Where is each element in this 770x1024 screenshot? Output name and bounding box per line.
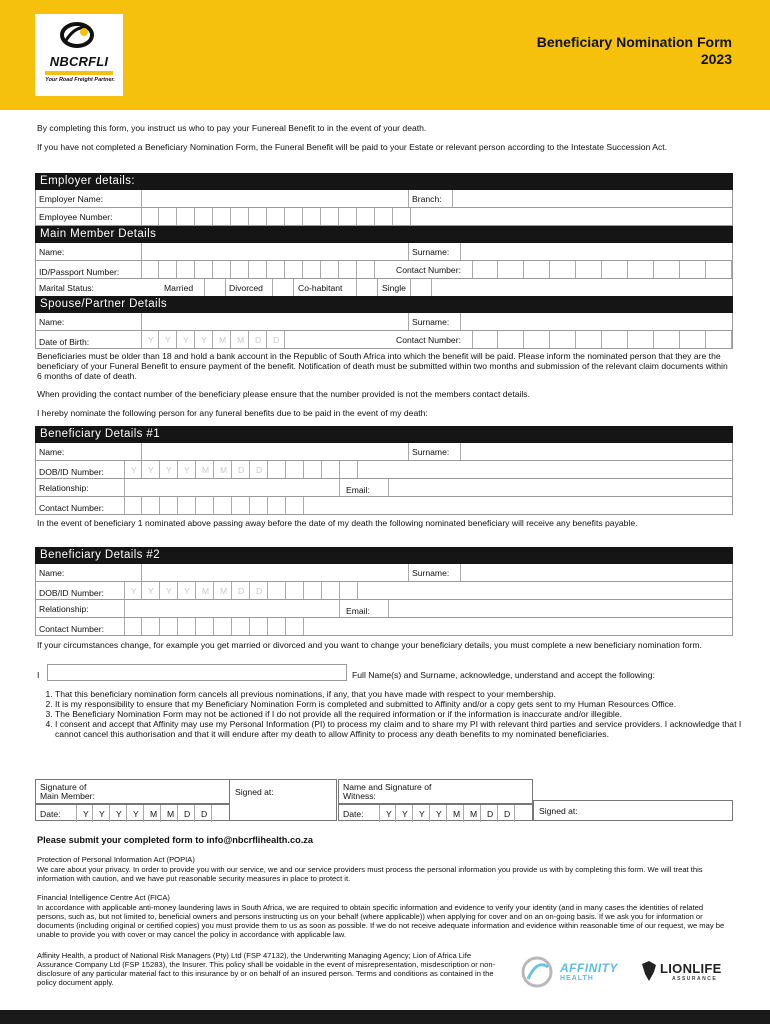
popia-title: Protection of Personal Information Act (POPIA) [37, 855, 195, 864]
b1-contact-label: Contact Number: [39, 503, 104, 513]
input-box[interactable] [161, 805, 178, 822]
employee-number-row [35, 208, 733, 226]
witness-signed-at-box[interactable] [533, 800, 733, 821]
b1-name-row [35, 443, 733, 461]
member-id-row [35, 261, 733, 279]
popia-body: We care about your privacy. In order to provide you with our service, we and our service providers must process the personal information you provide us with by completing this form. We will treat this information with caution, and we have put reasonable security measures in place to protect it. [37, 865, 703, 883]
header-banner [0, 0, 770, 110]
employer-heading: Employer details: [35, 173, 733, 190]
input-box[interactable] [178, 618, 196, 635]
input-box[interactable] [340, 582, 358, 599]
input-box[interactable] [286, 582, 304, 599]
input-box[interactable] [159, 208, 177, 225]
marital-option-married[interactable]: Married [164, 283, 194, 293]
beneficiary-2-heading: Beneficiary Details #2 [35, 547, 733, 564]
b1-contact-row [35, 497, 733, 515]
input-box[interactable] [178, 461, 196, 478]
input-box[interactable] [304, 461, 322, 478]
input-box[interactable] [472, 261, 498, 278]
box-placeholder: Y [436, 809, 442, 819]
input-box[interactable] [268, 497, 286, 514]
contact-number-note: When providing the contact number of the beneficiary please ensure that the number provided is not the members contact details. [37, 389, 530, 399]
box-placeholder: M [220, 586, 228, 596]
intro-paragraph-2: If you have not completed a Beneficiary Nomination Form, the Funeral Benefit will be paid to your Estate or relevant person according to the Intestate Succession Act. [37, 142, 668, 152]
input-box[interactable] [464, 805, 481, 822]
member-name-label: Name: [39, 247, 65, 257]
box-placeholder: Y [183, 335, 189, 345]
input-box[interactable] [195, 208, 213, 225]
input-box[interactable] [124, 582, 142, 599]
input-box[interactable] [195, 805, 212, 822]
spouse-surname-label: Surname: [412, 317, 450, 327]
marital-status-label: Marital Status: [39, 283, 94, 293]
box-placeholder: Y [165, 335, 171, 345]
form-title-year: 2023 [700, 51, 732, 67]
input-box[interactable] [375, 208, 393, 225]
input-box[interactable] [481, 805, 498, 822]
input-box[interactable] [413, 805, 430, 822]
box-placeholder: Y [148, 465, 154, 475]
spouse-section [35, 296, 733, 349]
acknowledge-statement: Full Name(s) and Surname, acknowledge, understand and accept the following: [352, 670, 655, 680]
member-contact-boxes[interactable] [36, 261, 732, 278]
box-placeholder: Y [419, 809, 425, 819]
member-date-row [35, 804, 230, 821]
box-placeholder: M [202, 465, 210, 475]
input-box[interactable] [250, 582, 268, 599]
fica-title: Financial Intelligence Centre Act (FICA) [37, 893, 170, 902]
main-member-heading: Main Member Details [35, 226, 733, 243]
input-box[interactable] [232, 582, 250, 599]
input-box[interactable] [340, 461, 358, 478]
nomination-statement: I hereby nominate the following person for any funeral benefits due to be paid in the event of my death: [37, 408, 428, 418]
lion-icon [640, 960, 658, 982]
branch-input[interactable] [452, 190, 732, 207]
input-box[interactable] [196, 497, 214, 514]
input-box[interactable] [196, 618, 214, 635]
box-placeholder: Y [201, 335, 207, 345]
spouse-name-label: Name: [39, 317, 65, 327]
input-box[interactable] [576, 261, 602, 278]
witness-signed-at-label: Signed at: [539, 806, 578, 816]
input-box[interactable] [285, 208, 303, 225]
box-placeholder: M [150, 809, 158, 819]
box-placeholder: M [167, 809, 175, 819]
box-placeholder: M [202, 586, 210, 596]
b1-email-input[interactable] [388, 479, 732, 496]
input-box[interactable] [142, 497, 160, 514]
b2-name-input[interactable] [141, 564, 409, 581]
input-box[interactable] [602, 261, 628, 278]
input-box[interactable] [268, 461, 286, 478]
box-placeholder: D [256, 586, 263, 596]
b1-relationship-row [35, 479, 733, 497]
input-box[interactable] [110, 805, 127, 822]
witness-signature-box[interactable] [338, 779, 533, 804]
marital-checkbox-cohabitant[interactable] [356, 279, 378, 296]
input-box[interactable] [124, 618, 142, 635]
b2-contact-boxes[interactable] [36, 618, 732, 635]
box-placeholder: M [237, 335, 245, 345]
input-box[interactable] [144, 805, 161, 822]
input-box[interactable] [393, 208, 411, 225]
box-placeholder: D [273, 335, 280, 345]
b1-surname-label: Surname: [412, 447, 450, 457]
input-box[interactable] [178, 582, 196, 599]
box-placeholder: M [220, 465, 228, 475]
member-date-boxes[interactable] [36, 805, 229, 822]
input-box[interactable] [550, 261, 576, 278]
bottom-bar [0, 1010, 770, 1024]
input-box[interactable] [322, 582, 340, 599]
input-box[interactable] [654, 261, 680, 278]
employer-name-label: Employer Name: [39, 194, 103, 204]
box-placeholder: Y [131, 586, 137, 596]
b2-relationship-row [35, 600, 733, 618]
member-surname-label: Surname: [412, 247, 450, 257]
input-box[interactable] [628, 331, 654, 348]
input-box[interactable] [76, 805, 93, 822]
affinity-health-logo [520, 955, 630, 989]
condition-item: 2. It is my responsibility to ensure that my Beneficiary Nomination Form is completed and submitted to Affinity and/or a copy gets sent to my Human Resources Office. [55, 699, 751, 709]
input-box[interactable] [680, 261, 706, 278]
affinity-swirl-icon [520, 955, 554, 989]
logo-stripe [45, 71, 113, 75]
input-box[interactable] [447, 805, 464, 822]
affinity-text: AFFINITY [560, 961, 618, 975]
b1-dob-label: DOB/ID Number: [39, 467, 104, 477]
box-placeholder: M [453, 809, 461, 819]
conditions-list [37, 689, 751, 739]
b2-relationship-label: Relationship: [39, 604, 89, 614]
witness-date-label: Date: [343, 809, 364, 819]
marital-checkbox-married[interactable] [204, 279, 226, 296]
b2-email-label: Email: [346, 606, 370, 616]
input-box[interactable] [232, 618, 250, 635]
form-title [537, 34, 732, 68]
beneficiary-1-heading: Beneficiary Details #1 [35, 426, 733, 443]
input-box[interactable] [214, 582, 232, 599]
box-placeholder: Y [402, 809, 408, 819]
box-placeholder: D [238, 465, 245, 475]
input-box[interactable] [160, 497, 178, 514]
member-name-input[interactable] [141, 243, 409, 260]
condition-item: 1. That this beneficiary nomination form cancels all previous nominations, if any, that you have made with respect to your membership. [55, 689, 751, 699]
condition-item: 3. The Beneficiary Nomination Form may not be actioned if I do not provide all the required information or if the information is inaccurate and/or illegible. [55, 709, 751, 719]
input-box[interactable] [142, 461, 160, 478]
spouse-contact-boxes[interactable] [36, 331, 732, 348]
member-date-label: Date: [40, 809, 61, 819]
branch-label: Branch: [412, 194, 442, 204]
input-box[interactable] [379, 805, 396, 822]
input-box[interactable] [498, 261, 524, 278]
box-placeholder: D [256, 465, 263, 475]
input-box[interactable] [339, 208, 357, 225]
input-box[interactable] [654, 331, 680, 348]
b2-surname-label: Surname: [412, 568, 450, 578]
input-box[interactable] [141, 208, 159, 225]
input-box[interactable] [267, 208, 285, 225]
beneficiary-2-section [35, 547, 733, 636]
input-box[interactable] [250, 461, 268, 478]
input-box[interactable] [706, 261, 732, 278]
input-box[interactable] [303, 208, 321, 225]
input-box[interactable] [268, 618, 286, 635]
marital-option-divorced[interactable]: Divorced [229, 283, 263, 293]
input-box[interactable] [124, 497, 142, 514]
intro-paragraph-1: By completing this form, you instruct us who to pay your Funereal Benefit to in the event of your death. [37, 123, 427, 133]
b2-dob-label: DOB/ID Number: [39, 588, 104, 598]
box-placeholder: Y [148, 586, 154, 596]
spouse-contact-label: Contact Number: [396, 335, 461, 345]
input-box[interactable] [396, 805, 413, 822]
b2-name-row [35, 564, 733, 582]
member-signature-box[interactable] [35, 779, 230, 804]
input-box[interactable] [196, 461, 214, 478]
member-id-label: ID/Passport Number: [39, 267, 120, 277]
box-placeholder: D [238, 586, 245, 596]
b2-relationship-input[interactable] [124, 600, 340, 617]
input-box[interactable] [213, 208, 231, 225]
legal-disclaimer: Affinity Health, a product of National Risk Managers (Pty) Ltd (FSP 47132), the Underwriting Managing Agency; Lion of Africa Life Assurance Company Ltd (FSP 15283), the Insurer. This policy shall be voidable in the event of misrepresentation, misdescription or non-disclosure of any particular material fact to this insurance by or on behalf of an insured person. Terms and conditions as contained in the policy document apply. [37, 951, 496, 987]
input-box[interactable] [178, 497, 196, 514]
b2-contact-row [35, 618, 733, 636]
box-placeholder: D [504, 809, 511, 819]
input-box[interactable] [232, 497, 250, 514]
lionlife-text: LIONLIFE [660, 961, 722, 976]
input-box[interactable] [178, 805, 195, 822]
employee-number-boxes[interactable] [36, 208, 732, 225]
input-box[interactable] [430, 805, 447, 822]
marital-option-single[interactable]: Single [382, 283, 406, 293]
employer-section [35, 173, 733, 226]
box-placeholder: Y [116, 809, 122, 819]
box-placeholder: Y [166, 586, 172, 596]
input-box[interactable] [628, 261, 654, 278]
box-placeholder: Y [99, 809, 105, 819]
submit-instruction: Please submit your completed form to info@nbcrflihealth.co.za [37, 835, 313, 845]
succession-note: In the event of beneficiary 1 nominated above passing away before the date of my death the following nominated beneficiary will receive any benefits payable. [37, 518, 638, 528]
full-name-input[interactable] [47, 664, 347, 681]
input-box[interactable] [268, 582, 286, 599]
b1-relationship-label: Relationship: [39, 483, 89, 493]
spouse-dob-label: Date of Birth: [39, 337, 90, 347]
box-placeholder: Y [131, 465, 137, 475]
input-box[interactable] [286, 497, 304, 514]
logo-tagline: Your Road Freight Partner. [45, 77, 115, 83]
affinity-health-text: HEALTH [560, 975, 594, 982]
input-box[interactable] [160, 618, 178, 635]
input-box[interactable] [177, 208, 195, 225]
input-box[interactable] [231, 208, 249, 225]
input-box[interactable] [357, 208, 375, 225]
input-box[interactable] [304, 582, 322, 599]
input-box[interactable] [249, 208, 267, 225]
employer-name-input[interactable] [141, 190, 409, 207]
b2-name-label: Name: [39, 568, 65, 578]
spouse-heading: Spouse/Partner Details [35, 296, 733, 313]
form-title-line1: Beneficiary Nomination Form [536, 34, 732, 50]
b2-surname-input[interactable] [460, 564, 732, 581]
member-signed-at-box[interactable] [229, 779, 337, 821]
fica-body: In accordance with applicable anti-money laundering laws in South Africa, we are required to obtain specific information and evidence to verify your identity (and in many cases the identities of related persons, such as, but not limited to, beneficial owners and persons instructing us on your behalf (where applicable)) when applying for cover and on an on-going basis. If we ask you for information or documents (including original or certified copies) you must provide them to us as soon as possible. If we do not receive adequate information and evidence within reasonable time of our request, we may be unable to provide you with cover or may cancel the policy in accordance with applicable law. [37, 903, 725, 939]
box-placeholder: D [184, 809, 191, 819]
marital-checkbox-divorced[interactable] [272, 279, 294, 296]
input-box[interactable] [160, 582, 178, 599]
b1-dob-row [35, 461, 733, 479]
box-placeholder: M [470, 809, 478, 819]
input-box[interactable] [524, 331, 550, 348]
b1-relationship-input[interactable] [124, 479, 340, 496]
box-placeholder: M [219, 335, 227, 345]
b2-email-input[interactable] [388, 600, 732, 617]
b1-name-label: Name: [39, 447, 65, 457]
spouse-surname-input[interactable] [460, 313, 732, 330]
marital-status-row [35, 279, 733, 297]
box-placeholder: D [201, 809, 208, 819]
b1-email-label: Email: [346, 485, 370, 495]
spouse-dob-row [35, 331, 733, 349]
member-signed-at-label: Signed at: [235, 787, 274, 797]
input-box[interactable] [214, 497, 232, 514]
nbcrfli-logo [35, 14, 123, 96]
member-contact-label: Contact Number: [396, 265, 461, 275]
member-signature-label: Signature of Main Member: [40, 782, 95, 801]
beneficiary-rules-text: Beneficiaries must be older than 18 and hold a bank account in the Republic of South Africa into which the benefit will be paid. Please inform the nominated person that they are the beneficiary of your Funeral Benefit to ensure payment of the benefit. Notification of death must be submitted within two months and submission of the relevant claim documents within 6 months of date of death. [37, 351, 728, 381]
witness-date-boxes[interactable] [339, 805, 532, 822]
input-box[interactable] [524, 261, 550, 278]
box-placeholder: D [487, 809, 494, 819]
main-member-section [35, 226, 733, 297]
witness-date-row [338, 804, 533, 821]
input-box[interactable] [142, 582, 160, 599]
input-box[interactable] [196, 582, 214, 599]
b2-dob-boxes[interactable] [36, 582, 732, 599]
witness-signature-label: Name and Signature of Witness: [343, 782, 432, 801]
lionlife-logo [640, 958, 735, 988]
input-box[interactable] [550, 331, 576, 348]
input-box[interactable] [93, 805, 110, 822]
input-box[interactable] [322, 461, 340, 478]
change-circumstances-note: If your circumstances change, for example you get married or divorced and you want to change your beneficiary details, you must complete a new beneficiary nomination form. [37, 640, 702, 650]
input-box[interactable] [250, 497, 268, 514]
box-placeholder: Y [184, 586, 190, 596]
input-box[interactable] [472, 331, 498, 348]
input-box[interactable] [142, 618, 160, 635]
marital-option-cohabitant[interactable]: Co-habitant [298, 283, 343, 293]
input-box[interactable] [602, 331, 628, 348]
lionlife-assurance-text: ASSURANCE [672, 976, 718, 982]
input-box[interactable] [286, 461, 304, 478]
input-box[interactable] [160, 461, 178, 478]
employer-name-row [35, 190, 733, 208]
input-box[interactable] [232, 461, 250, 478]
condition-item: 4. I consent and accept that Affinity may use my Personal Information (PI) to process my claim and to share my PI with relevant third parties and service providers. I acknowledge that I cannot cancel this authorisation and that it will endure after my death to allow Affinity to process any death benefits to my nominated beneficiaries. [55, 719, 751, 739]
box-placeholder: D [255, 335, 262, 345]
input-box[interactable] [498, 331, 524, 348]
b1-contact-boxes[interactable] [36, 497, 732, 514]
box-placeholder: Y [133, 809, 139, 819]
b1-name-input[interactable] [141, 443, 409, 460]
b1-surname-input[interactable] [460, 443, 732, 460]
logo-swirl-icon [57, 20, 97, 50]
input-box[interactable] [498, 805, 515, 822]
employee-number-label: Employee Number: [39, 212, 113, 222]
b1-dob-boxes[interactable] [36, 461, 732, 478]
input-box[interactable] [706, 331, 732, 348]
acknowledge-prefix: I [37, 670, 40, 680]
beneficiary-1-section [35, 426, 733, 515]
input-box[interactable] [214, 618, 232, 635]
input-box[interactable] [576, 331, 602, 348]
member-name-row [35, 243, 733, 261]
box-placeholder: Y [386, 809, 392, 819]
box-placeholder: Y [148, 335, 154, 345]
input-box[interactable] [127, 805, 144, 822]
marital-checkbox-single[interactable] [410, 279, 432, 296]
box-placeholder: Y [83, 809, 89, 819]
b2-dob-row [35, 582, 733, 600]
input-box[interactable] [250, 618, 268, 635]
b2-contact-label: Contact Number: [39, 624, 104, 634]
input-box[interactable] [680, 331, 706, 348]
input-box[interactable] [214, 461, 232, 478]
input-box[interactable] [286, 618, 304, 635]
spouse-name-input[interactable] [141, 313, 409, 330]
member-surname-input[interactable] [460, 243, 732, 260]
input-box[interactable] [124, 461, 142, 478]
box-placeholder: Y [166, 465, 172, 475]
box-placeholder: Y [184, 465, 190, 475]
spouse-name-row [35, 313, 733, 331]
logo-text: NBCRFLI [49, 54, 109, 69]
input-box[interactable] [321, 208, 339, 225]
